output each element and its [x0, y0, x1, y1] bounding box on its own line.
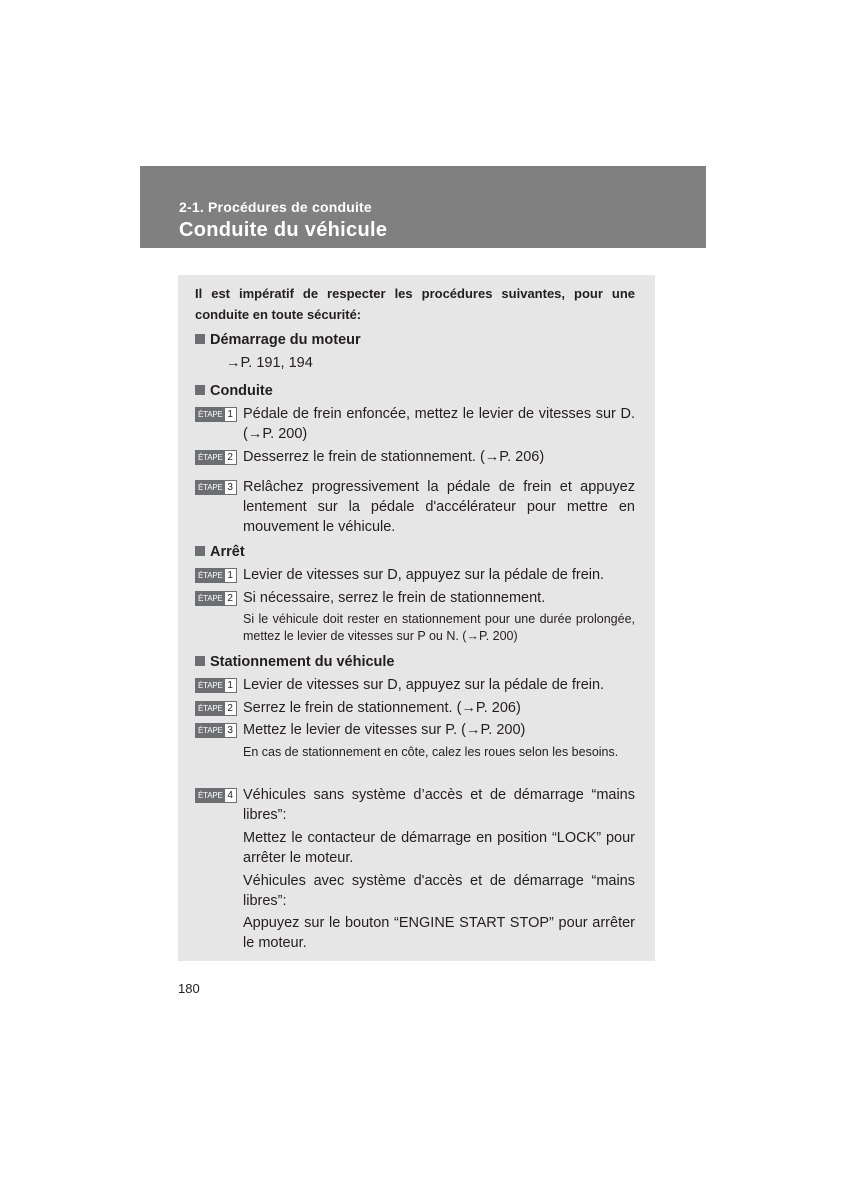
step-text: Véhicules avec système d'accès et de démarrage “mains libres”: [243, 873, 635, 909]
step-badge-number: 3 [225, 481, 236, 494]
step-arret-2 [195, 588, 635, 608]
heading-demarrage-text: Démarrage du moteur [210, 332, 361, 348]
step-badge-number: 2 [225, 592, 236, 605]
step-badge-number: 3 [225, 724, 236, 737]
page-title: Conduite du véhicule [179, 219, 388, 241]
step-badge-label: ÉTAPE [198, 594, 223, 603]
section-header [140, 166, 706, 248]
step-stationnement-3 [195, 720, 635, 740]
step-text: Levier de vitesses sur D, appuyez sur la pédale de frein. [243, 567, 605, 583]
procedure-box [178, 275, 655, 961]
step-badge-number: 1 [225, 569, 236, 582]
square-bullet-icon [195, 385, 205, 395]
step-text: Véhicules sans système d’accès et de démarrage “mains libres”: [243, 787, 635, 823]
step-text: Appuyez sur le bouton “ENGINE START STOP” pour arrêter le moteur. [243, 915, 635, 951]
step-text: Mettez le levier de vitesses sur P. (→P. 200) [243, 722, 526, 738]
step-stationnement-1 [195, 675, 635, 695]
ref-demarrage: →P. 191, 194 [226, 355, 313, 371]
step-badge-number: 4 [225, 789, 236, 802]
step-badge [195, 480, 237, 495]
step-badge [195, 591, 237, 606]
step-badge-number: 1 [225, 679, 236, 692]
note-arret: Si le véhicule doit rester en stationnement pour une durée prolongée, mettez le levier de vitesses sur P ou N. (→P. 200) [243, 612, 635, 643]
page-number: 180 [178, 981, 200, 996]
step-conduite-2 [195, 447, 635, 467]
intro-text: Il est impératif de respecter les procédures suivantes, pour une conduite en toute sécurité: [195, 286, 635, 322]
step-arret-1 [195, 565, 635, 585]
step-conduite-3 [195, 477, 635, 537]
note-stationnement: En cas de stationnement en côte, calez les roues selon les besoins. [243, 745, 619, 759]
step-badge [195, 701, 237, 716]
heading-stationnement-text: Stationnement du véhicule [210, 654, 395, 670]
step-text: Serrez le frein de stationnement. (→P. 206) [243, 700, 521, 716]
step-stationnement-4 [195, 785, 635, 953]
step-badge-label: ÉTAPE [198, 704, 223, 713]
step-badge [195, 723, 237, 738]
square-bullet-icon [195, 546, 205, 556]
step-badge-label: ÉTAPE [198, 791, 223, 800]
step-text: Levier de vitesses sur D, appuyez sur la pédale de frein. [243, 677, 605, 693]
square-bullet-icon [195, 334, 205, 344]
heading-stationnement [195, 652, 395, 672]
step-conduite-1 [195, 404, 635, 444]
step-badge [195, 407, 237, 422]
step-badge [195, 568, 237, 583]
heading-conduite [195, 381, 273, 401]
step-badge [195, 788, 237, 803]
heading-demarrage [195, 330, 361, 350]
step-badge [195, 678, 237, 693]
heading-arret-text: Arrêt [210, 544, 245, 560]
step-text: Pédale de frein enfoncée, mettez le levier de vitesses sur D. (→P. 200) [243, 406, 635, 442]
step-badge-label: ÉTAPE [198, 681, 223, 690]
step-text: Relâchez progressivement la pédale de frein et appuyez lentement sur la pédale d'accélérateur pour mettre en mouvement le véhicule. [243, 479, 635, 535]
step-badge-label: ÉTAPE [198, 453, 223, 462]
step-badge-number: 2 [225, 702, 236, 715]
heading-arret [195, 542, 245, 562]
step-text: Mettez le contacteur de démarrage en position “LOCK” pour arrêter le moteur. [243, 830, 635, 866]
step-badge-label: ÉTAPE [198, 410, 223, 419]
step-text: Si nécessaire, serrez le frein de stationnement. [243, 590, 546, 606]
step-badge [195, 450, 237, 465]
square-bullet-icon [195, 656, 205, 666]
step-badge-number: 1 [225, 408, 236, 421]
step-text: Desserrez le frein de stationnement. (→P. 206) [243, 449, 545, 465]
step-badge-label: ÉTAPE [198, 483, 223, 492]
step-badge-label: ÉTAPE [198, 726, 223, 735]
step-badge-number: 2 [225, 451, 236, 464]
step-badge-label: ÉTAPE [198, 571, 223, 580]
section-label: 2-1. Procédures de conduite [179, 199, 372, 215]
step-stationnement-2 [195, 698, 635, 718]
heading-conduite-text: Conduite [210, 383, 273, 399]
